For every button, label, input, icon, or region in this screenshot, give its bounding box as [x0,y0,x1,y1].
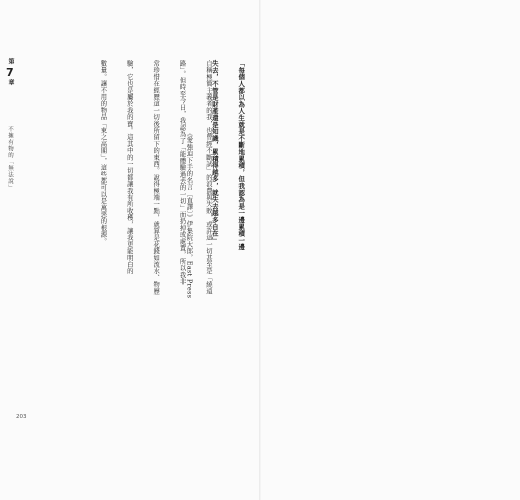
page-number-left: 203 [16,414,27,420]
text-line: 路」。但時至今日，我認為了「能體驗過去的一切」而扔掉或處置，所以我非 [178,60,186,285]
quote-source: 《愛強迫下手的名言〔直譯〕》伊集院大郎，East Press [185,130,193,299]
chapter-number: 7 [6,66,14,79]
text-line: 常珍惜在經歷這一切後所留下的東西。說得極端一點，就算是花錢如流水、物歷 [152,60,160,295]
text-line: 驗，它也是屬於我的寶。這其中的一切都讓我有所收穫，讓我更能明白的 [125,60,133,275]
quote-line: 失去，不管是財產還是知識，累積得越多，就失去越多自在」 [210,60,219,244]
quote-line: 「每個人都以為人生就是不斷地累積，但我認為是一邊累積一邊 [237,60,246,251]
quote-block [166,60,263,390]
right-page [260,0,520,500]
text-line: 自稱極簡主義者的我，也曾經不斷試」的浪費與失敗，或許這一切甚至是「繞遠 [204,60,212,295]
chapter-unit: 章 [7,79,14,85]
chapter-label: 第 [7,58,14,64]
text-line: 數量。讓不用的物品「束之高閣」，這些都可以是萬惡的根源。 [99,60,107,245]
chapter-title: 不擁有物的「無法說」 [7,126,13,191]
chapter-marker [6,58,22,85]
